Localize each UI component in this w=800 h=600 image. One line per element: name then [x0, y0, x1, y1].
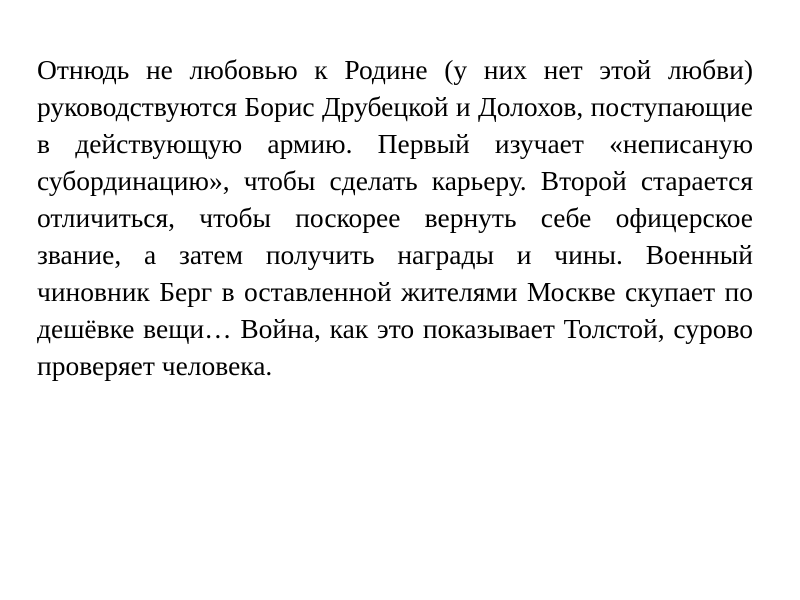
slide-paragraph: Отнюдь не любовью к Родине (у них нет этой любви) руководствуются Борис Друбецкой и Долохов, поступающие в действующую армию. Первый изучает «неписаную субординацию», чтобы сделать карьеру. Второй старается отличиться, чтобы поскорее вернуть себе офицерское звание, а затем получить награды и чины. Военный чиновник Берг в оставленной жителями Москве скупает по дешёвке вещи… Война, как это показывает Толстой, сурово проверяет человека. — [37, 54, 753, 381]
